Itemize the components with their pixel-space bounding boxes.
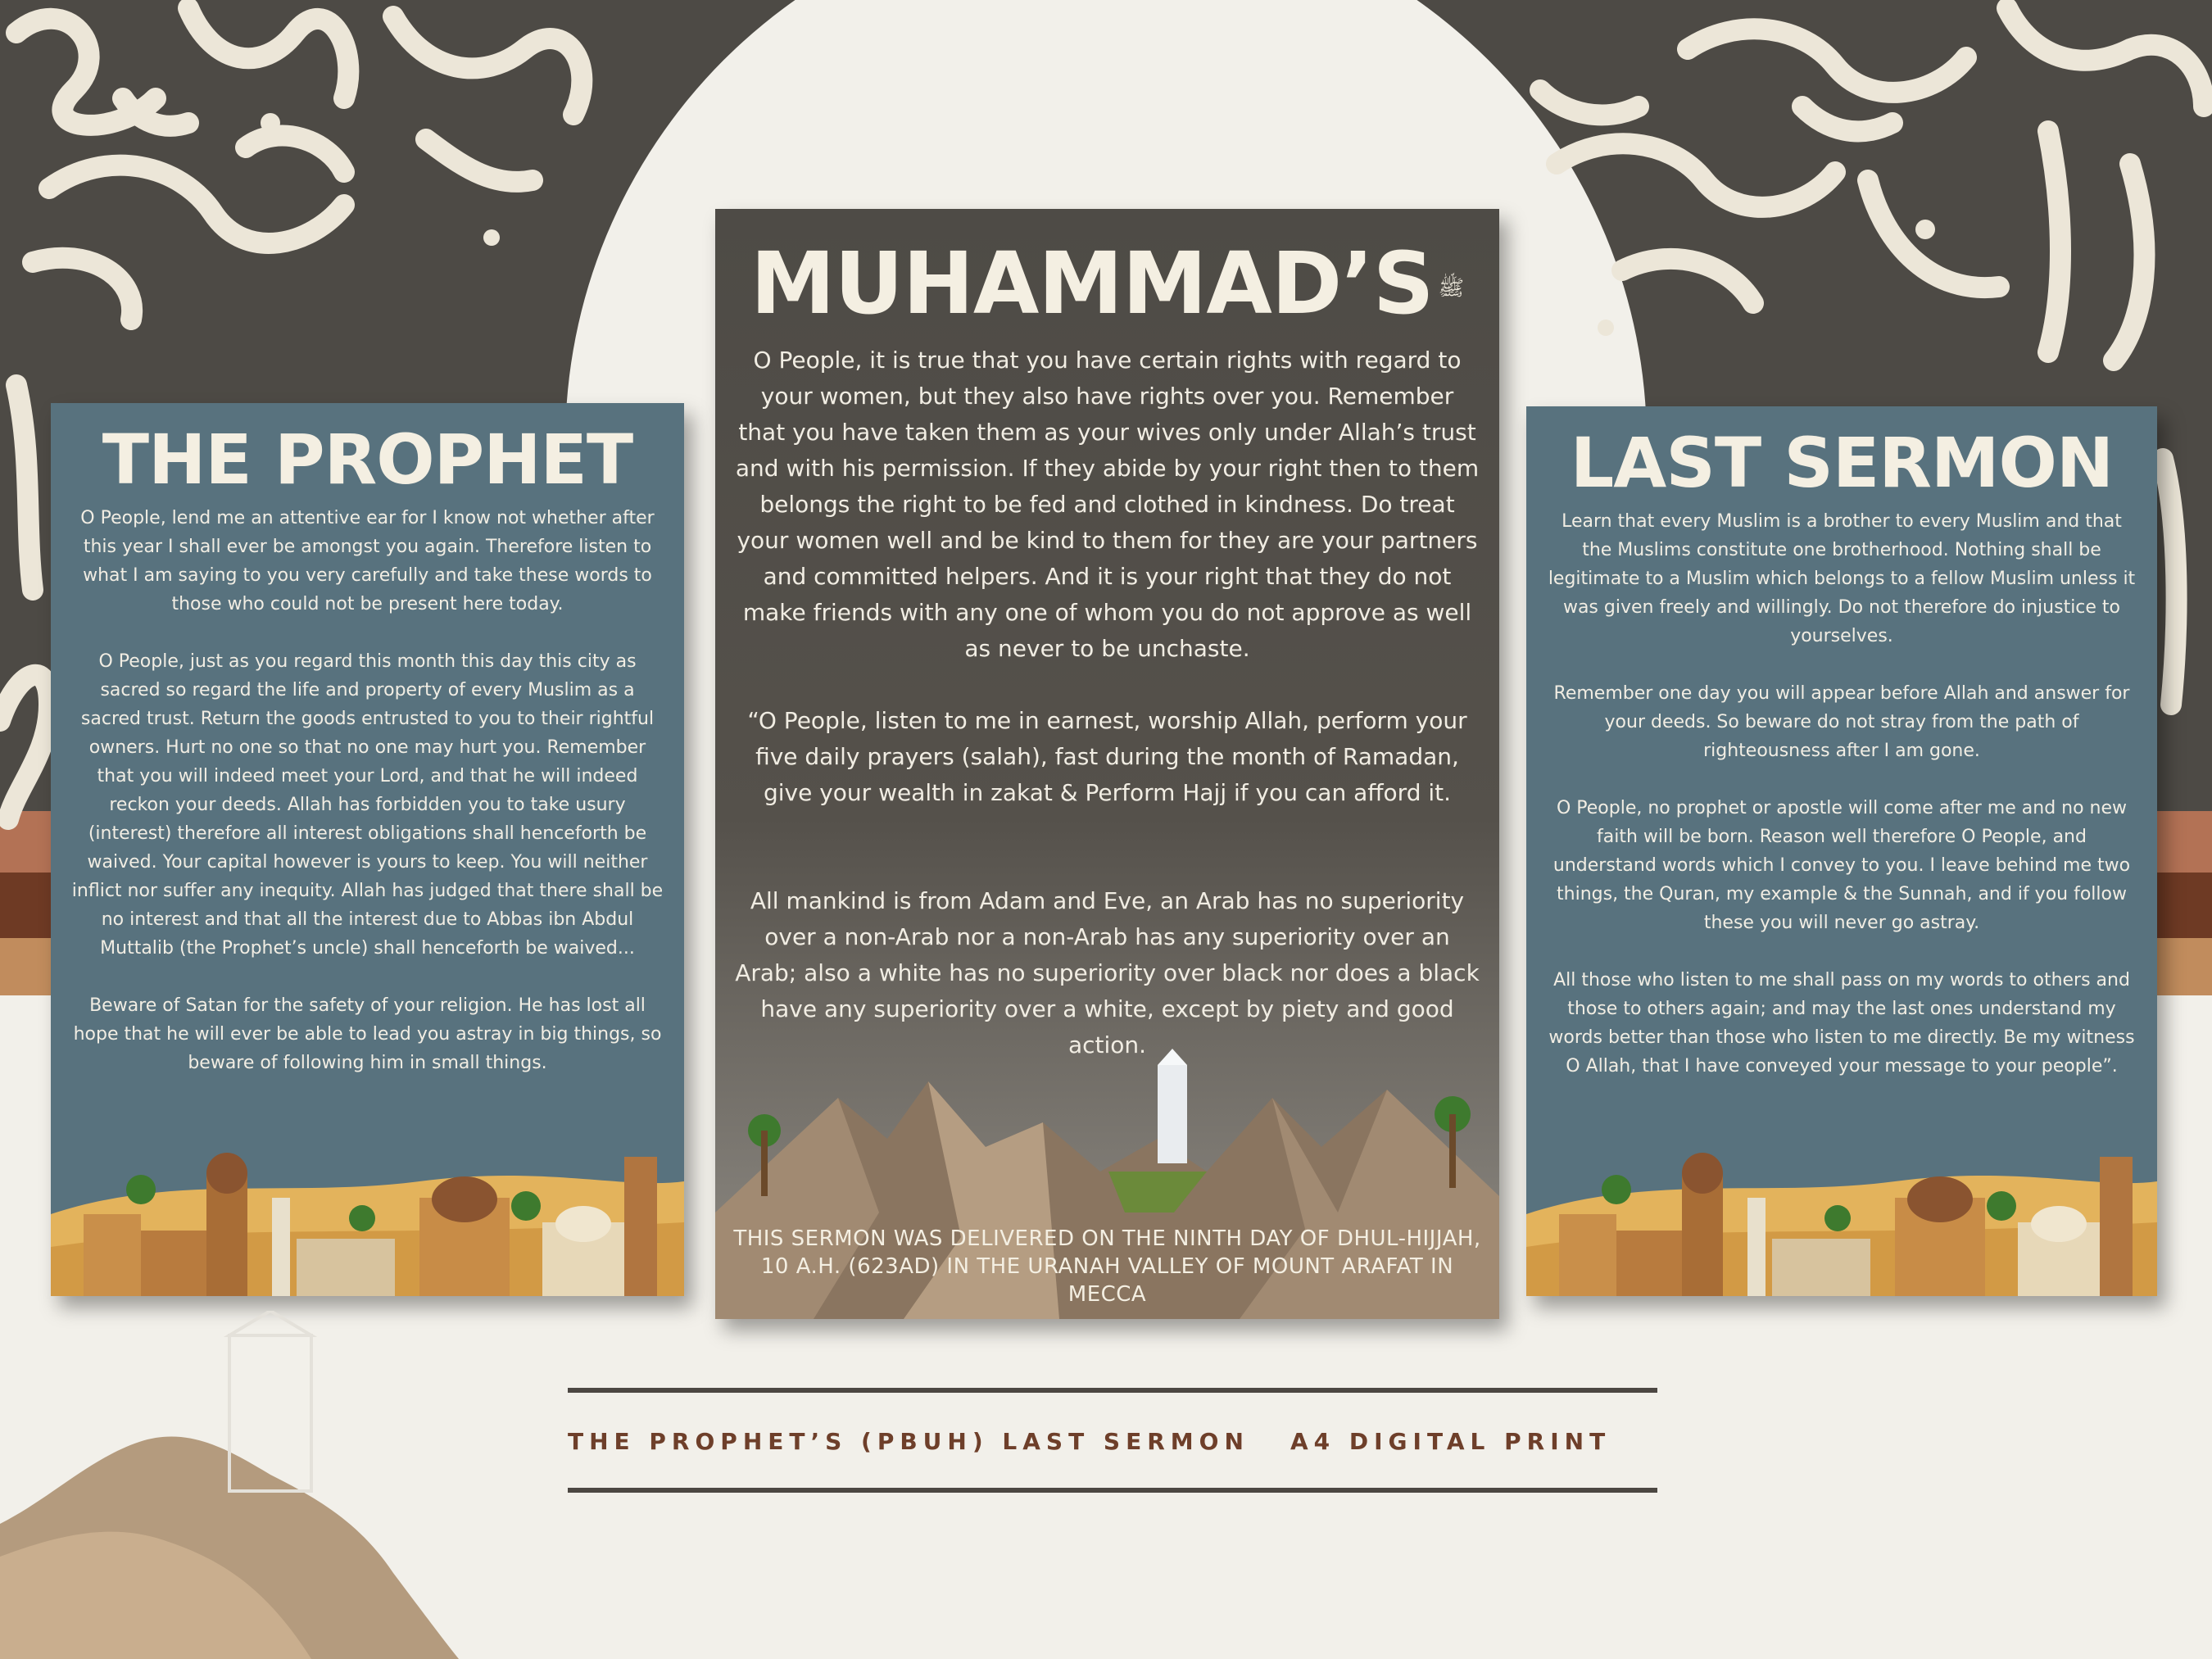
- sermon-paragraph: O People, lend me an attentive ear for I know not whether after this year I shall ever be amongst you again. Therefore listen to what I am saying to you very carefully and take these words to those who could not be present here today.: [80, 508, 655, 614]
- sermon-paragraph: O People, it is true that you have certain rights with regard to your women, but they also have rights over you. Remember that you have taken them as your wives only under Allah’s trust and with his permission. If they abide by your right then to them belongs the right to be fed and clothed in kindness. Do treat your women well and be kind to them for they are your partners and committed helpers. And it is your right that they do not make friends with any one of whom you do not approve as well as never to be unchaste.: [735, 347, 1480, 662]
- sermon-text: [1544, 507, 2139, 1081]
- sermon-paragraph: All mankind is from Adam and Eve, an Arab has no superiority over a non-Arab nor a non-Arab has any superiority over an Arab; also a white has no superiority over black nor does a black have any superiority over a white, except by piety and good action.: [735, 887, 1480, 1058]
- sermon-paragraph: “O People, listen to me in earnest, worship Allah, perform your five daily prayers (salah), fast during the month of Ramadan, give your wealth in zakat & Perform Hajj if you can afford it.: [747, 707, 1467, 806]
- desert-village-illustration: [1526, 1140, 2157, 1296]
- poster-muhammads: [715, 209, 1499, 1319]
- poster-title: LAST SERMON: [1570, 423, 2114, 503]
- sermon-paragraph: O People, just as you regard this month this day this city as sacred so regard the life and property of every Muslim as a sacred trust. Return the goods entrusted to you to their rightful owners. Hurt no one so that no one may hurt you. Remember that you will indeed meet your Lord, and that he will indeed reckon your deeds. Allah has forbidden you to take usury (interest) therefore all interest obligations shall henceforth be waived. Your capital however is yours to keep. You will neither inflict nor suffer any inequity. Allah has judged that there shall be no interest and that all the interest due to Abbas ibn Abdul Muttalib (the Prophet’s uncle) shall henceforth be waived...: [71, 651, 664, 959]
- sermon-paragraph: Learn that every Muslim is a brother to every Muslim and that the Muslims constitute one brotherhood. Nothing shall be legitimate to a Muslim which belongs to a fellow Muslim unless it was given freely and willingly. Do not therefore do injustice to yourselves.: [1548, 511, 2136, 646]
- pbuh-calligraphy-icon: ﷺ: [1438, 275, 1465, 301]
- poster-the-prophet: [51, 403, 684, 1296]
- sermon-paragraph: Remember one day you will appear before Allah and answer for your deeds. So beware do not stray from the path of righteousness after I am gone.: [1553, 683, 2130, 761]
- poster-last-sermon: [1526, 406, 2157, 1296]
- footnote-line: THIS SERMON WAS DELIVERED ON THE NINTH DAY OF DHUL-HIJJAH,: [733, 1226, 1481, 1251]
- desert-village-illustration: [51, 1140, 684, 1296]
- poster-title-text: MUHAMMAD’S: [750, 233, 1434, 333]
- sermon-text: [69, 504, 666, 1077]
- sermon-paragraph: Beware of Satan for the safety of your religion. He has lost all hope that he will ever be able to lead you astray in big things, so beware of following him in small things.: [73, 995, 662, 1073]
- sermon-text: [735, 342, 1480, 1063]
- product-name: THE PROPHET’S (PBUH) LAST SERMON: [568, 1428, 1249, 1455]
- hill-obelisk-decoration: [0, 1311, 459, 1659]
- poster-title: [715, 233, 1499, 333]
- print-format: A4 DIGITAL PRINT: [1290, 1428, 1611, 1455]
- sermon-paragraph: O People, no prophet or apostle will come after me and no new faith will be born. Reason well therefore O People, and understand words which I convey to you. I leave behind me two things, the Quran, my example & the Sunnah, and if you follow these you will never go astray.: [1552, 798, 2131, 933]
- poster-title: THE PROPHET: [102, 419, 633, 500]
- caption-rule-bottom: [568, 1488, 1657, 1493]
- caption-rule-top: [568, 1388, 1657, 1393]
- sermon-footnote: [723, 1225, 1491, 1308]
- sermon-paragraph: All those who listen to me shall pass on my words to others and those to others again; and may the last ones understand my words better than those who listen to me directly. Be my witness O Allah, that I have conveyed your message to your people”.: [1548, 970, 2135, 1077]
- footnote-line: 10 A.H. (623AD) IN THE URANAH VALLEY OF MOUNT ARAFAT IN MECCA: [760, 1254, 1454, 1307]
